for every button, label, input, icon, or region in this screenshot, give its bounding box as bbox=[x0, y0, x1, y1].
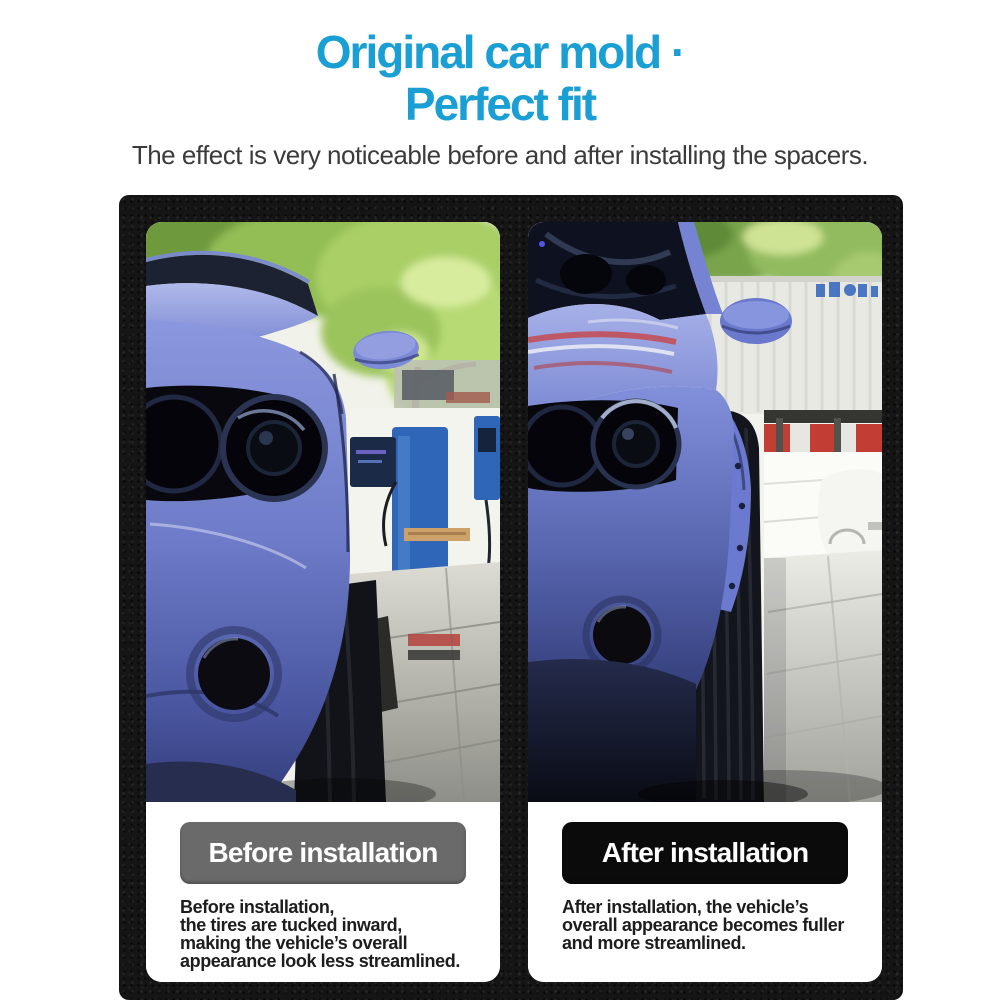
after-photo-illustration bbox=[528, 222, 882, 802]
after-panel bbox=[528, 222, 882, 982]
before-caption-line-3: making the vehicle’s overall bbox=[180, 933, 408, 953]
after-caption bbox=[562, 898, 844, 952]
page-title bbox=[0, 26, 1000, 130]
after-caption-line-3: and more streamlined. bbox=[562, 933, 746, 953]
header bbox=[0, 0, 1000, 171]
before-info bbox=[146, 802, 500, 982]
title-line1: Original car mold · bbox=[315, 26, 685, 78]
before-photo bbox=[146, 222, 500, 802]
before-photo-illustration bbox=[146, 222, 500, 802]
before-caption bbox=[180, 898, 460, 970]
after-caption-line-2: overall appearance becomes fuller bbox=[562, 915, 844, 935]
after-installation-button: After installation bbox=[562, 822, 848, 884]
after-info bbox=[528, 802, 882, 982]
subtitle: The effect is very noticeable before and after installing the spacers. bbox=[131, 140, 869, 170]
before-caption-line-4: appearance look less streamlined. bbox=[180, 951, 460, 971]
before-panel bbox=[146, 222, 500, 982]
title-line2: Perfect fit bbox=[404, 78, 596, 130]
before-caption-line-1: Before installation, bbox=[180, 897, 335, 917]
after-caption-line-1: After installation, the vehicle’s bbox=[562, 897, 809, 917]
before-installation-button: Before installation bbox=[180, 822, 466, 884]
comparison-frame bbox=[119, 195, 903, 1000]
after-photo bbox=[528, 222, 882, 802]
before-caption-line-2: the tires are tucked inward, bbox=[180, 915, 402, 935]
